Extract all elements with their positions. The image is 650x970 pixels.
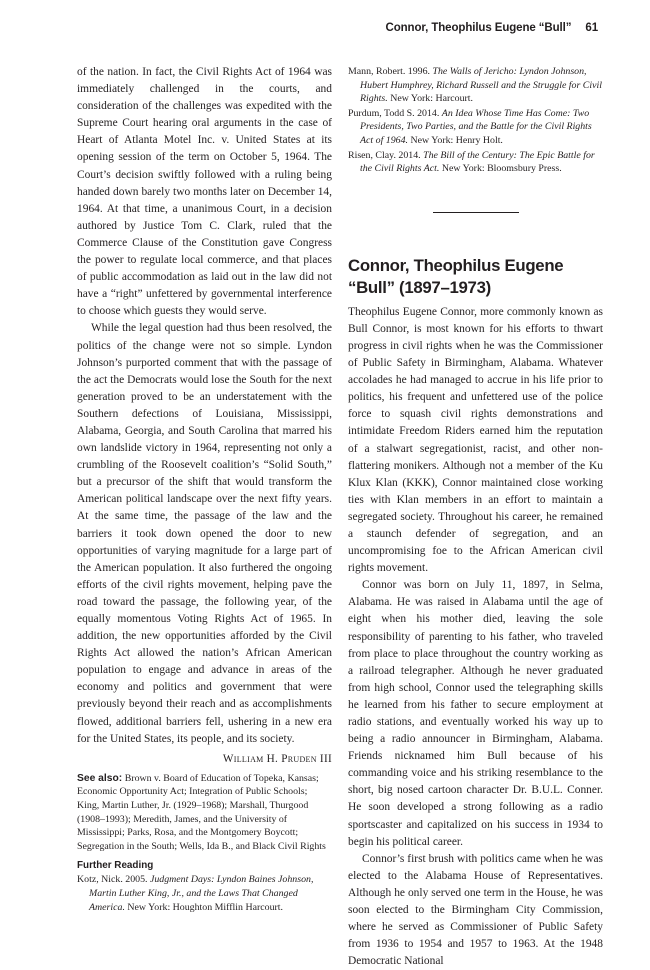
left-column: [77, 64, 332, 914]
author-signature: William H. Pruden III: [222, 752, 332, 765]
running-header: [0, 22, 598, 34]
body-paragraph: Connor was born on July 11, 1897, in Selma, Alabama. He was raised in Alabama until the age of eight when his mother died, leaving the sole responsibility of parenting to his father, who traveled from place to place throughout the country working as a railroad telegrapher. Although he never graduated from high school, Connor used the telegraphing skills he learned from his father to secure employment at radio stations, and eventually worked his way up to being a radio announcer in Birmingham, Alabama. Friends nicknamed him Bull because of his commanding voice and his striking resemblance to the short, big nosed cartoon character Dr. B.U.L. Conner. He soon developed a strong following as a radio sportscaster and capitalized on his success in 1934 to begin his political career.: [348, 579, 603, 848]
page-number: 61: [585, 22, 598, 34]
reference-publisher: New York: Bloomsbury Press.: [441, 163, 562, 175]
reference-title: The Bill of the Century: The Epic Battle for the Civil Rights Act.: [360, 149, 595, 175]
reference-publisher: New York: Harcourt.: [390, 93, 474, 105]
reference-title: Judgment Days: Lyndon Baines Johnson, Martin Luther King, Jr., and the Laws That Changed America.: [89, 874, 314, 913]
reference-item: [348, 107, 603, 148]
body-paragraph: Connor’s first brush with politics came when he was elected to the Alabama House of Representatives. Although he only served one term in the House, he was soon elected to the Birmingham City Commission, where he served as Commissioner of Public Safety from 1936 to 1954 and 1957 to 1963. At the 1948 Democratic National: [348, 852, 603, 968]
body-paragraph: Theophilus Eugene Connor, more commonly known as Bull Connor, is most known for his efforts to thwart progress in civil rights when he was the Commissioner of Public Safety in Birmingham, Alabama. Whatever accolades he had managed to accrue in his life prior to politics, his frequent and unfettered use of the police force to squash civil rights demonstrations and intimidate Freedom Riders earned him the reputation of a stalwart segregationist, racist, and other non-flattering monikers. Although not a member of the Ku Klux Klan (KKK), Connor maintained close working ties with Klan members in an effort to maintain a segregated society. Throughout his career, he remained a staunch defender of segregation, and an uncompromising foe to the African American civil rights movement.: [348, 305, 603, 575]
reference-item: [348, 149, 603, 176]
reference-publisher: New York: Houghton Mifflin Harcourt.: [127, 901, 284, 913]
body-paragraph: of the nation. In fact, the Civil Rights Act of 1964 was immediately challenged in the courts, and consideration of the challenges was expedited with the Supreme Court hearing oral arguments in the case of Heart of Atlanta Motel Inc. v. United States at its opening session of the term on October 5, 1964. The Court’s decision swiftly followed with a ruling being handed down barely two months later on December 14, 1964. At that time, a unanimous Court, in a decision authored by Justice Tom C. Clark, ruled that the Commerce Clause of the Constitution gave Congress the power to regulate local commerce, and that places of public accommodation as laid out in the law did not have a “right” unfettered by governmental interference to choose which guests they would serve.: [77, 66, 332, 318]
see-also-text: Brown v. Board of Education of Topeka, Kansas; Economic Opportunity Act; Integration of Public Schools; King, Martin Luther, Jr. (1929–1968); Marshall, Thurgood (1908–1993); Meredith, James, and the University of Mississippi; Parks, Rosa, and the Montgomery Boycott; Segregation in the South; Wells, Ida B., and Black Civil Rights: [77, 772, 326, 852]
reference-title: An Idea Whose Time Has Come: Two Presidents, Two Parties, and the Battle for the Civil Rights Act of 1964.: [360, 107, 592, 146]
see-also: [77, 772, 332, 854]
reference-author: Kotz, Nick. 2005.: [77, 874, 148, 886]
further-reading-heading: Further Reading: [77, 860, 154, 872]
reference-publisher: New York: Henry Holt.: [410, 134, 503, 146]
entry-title: Connor, Theophilus Eugene “Bull” (1897–1973): [348, 255, 564, 297]
section-divider: [433, 212, 519, 213]
reference-author: Risen, Clay. 2014.: [348, 149, 421, 161]
body-paragraph: While the legal question had thus been resolved, the politics of the change were not so simple. Lyndon Johnson’s purported comment that with the passage of the act the Democrats would lose the South for the next generation proved to be an understatement with the Southern defections of Louisiana, Mississippi, Alabama, Georgia, and South Carolina that marred his own landslide victory in 1964, representing not only a crumbling of the Roosevelt coalition’s “Solid South,” but a precursor of the shift that would transform the American political landscape over the next fifty years. At the same time, the passage of the law and the barriers it took down opened the door to new opportunities of varying magnitude for a large part of the American population. It also furthered the ongoing efforts of the civil rights movement, helping pave the road toward the passage, the following year, of the equally momentous Voting Rights Act of 1965. In addition, the new opportunities afforded by the Civil Rights Act allowed the nation’s African American population to engage and advance in areas of the economy and politics and government that were previously beyond their reach and as accomplishments flowed, additional barriers fell, ushering in a new era for the United States, its people, and its society.: [77, 322, 332, 745]
reference-item: [77, 873, 332, 914]
running-title: Connor, Theophilus Eugene “Bull”: [385, 22, 572, 34]
reference-author: Purdum, Todd S. 2014.: [348, 107, 440, 119]
right-column: [348, 64, 603, 970]
reference-item: [348, 65, 603, 106]
reference-author: Mann, Robert. 1996.: [348, 66, 431, 77]
reference-title: The Walls of Jericho: Lyndon Johnson, Hubert Humphrey, Richard Russell and the Struggle for Civil Rights.: [360, 66, 603, 105]
see-also-label: See also:: [77, 772, 123, 784]
